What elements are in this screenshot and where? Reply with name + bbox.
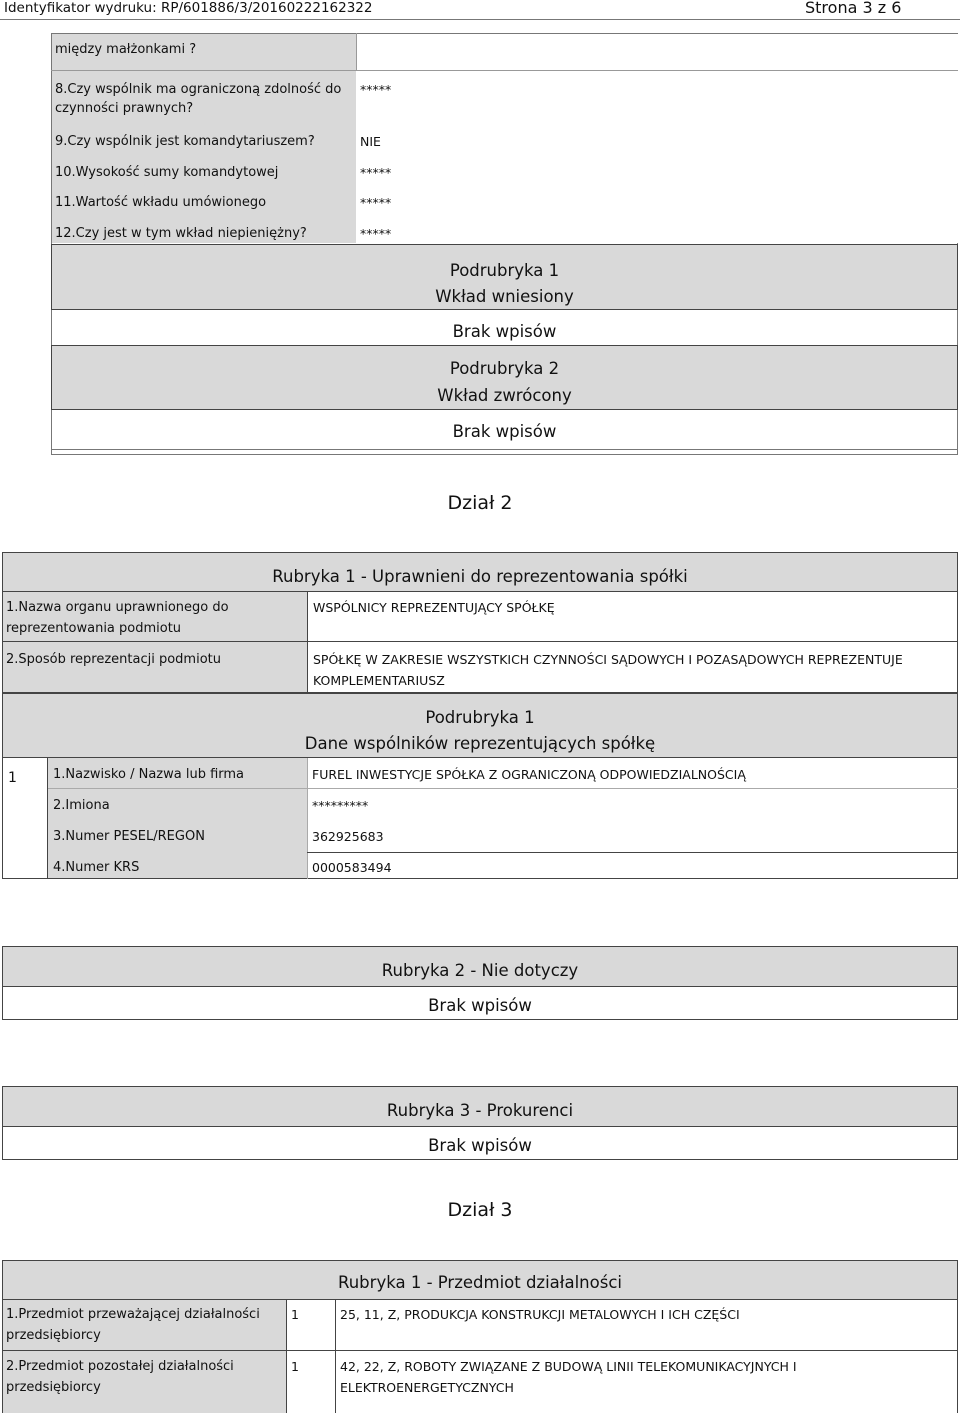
- partner-regon-label: 3.Numer PESEL/REGON: [53, 829, 205, 844]
- activity-col-sep: [286, 1300, 287, 1413]
- partner-row-sep: [307, 758, 308, 879]
- main-activity-label: 1.Przedmiot przeważającej działalności: [6, 1307, 260, 1322]
- partner-row-sep: [48, 788, 958, 789]
- partner-first-names-value: *********: [312, 798, 369, 813]
- subsection-1-title: Podrubryka 1: [449, 261, 560, 280]
- row-label-limited-sum: 10.Wysokość sumy komandytowej: [55, 165, 279, 180]
- representation-label: 2.Sposób reprezentacji podmiotu: [6, 652, 221, 667]
- other-activity-label: 2.Przedmiot pozostałej działalności: [6, 1359, 234, 1374]
- partners-subsection-title: Podrubryka 1: [425, 708, 535, 727]
- print-identifier: Identyfikator wydruku: RP/601886/3/20160222162322: [4, 0, 373, 16]
- partner-first-names-label: 2.Imiona: [53, 798, 110, 813]
- activity-row-sep: [2, 1350, 958, 1351]
- rubryka-1-col-sep: [307, 592, 308, 693]
- row-value-contribution-value: *****: [360, 195, 392, 210]
- other-activity-index: 1: [291, 1359, 299, 1374]
- activity-col-sep: [335, 1300, 336, 1413]
- organ-name-label: 1.Nazwa organu uprawnionego do: [6, 600, 229, 615]
- row-label-non-cash: 12.Czy jest w tym wkład niepieniężny?: [55, 226, 307, 241]
- rubryka-2-empty: Brak wpisów: [428, 996, 532, 1015]
- subsection-2-subtitle: Wkład zwrócony: [437, 386, 572, 405]
- partner-regon-value: 362925683: [312, 829, 384, 844]
- row-label-legal-capacity: 8.Czy wspólnik ma ograniczoną zdolność do: [55, 82, 342, 97]
- rubryka-2-title: Rubryka 2 - Nie dotyczy: [381, 961, 579, 980]
- row-label-legal-capacity-2: czynności prawnych?: [55, 101, 194, 116]
- other-activity-label-2: przedsiębiorcy: [6, 1380, 101, 1395]
- partner-index: 1: [8, 770, 17, 786]
- page-number: Strona 3 z 6: [805, 0, 902, 17]
- rubryka-3-title: Rubryka 3 - Prokurenci: [386, 1101, 574, 1120]
- representation-value: SPÓŁKĘ W ZAKRESIE WSZYSTKICH CZYNNOŚCI SĄDOWYCH I POZASĄDOWYCH REPREZENTUJE: [313, 652, 903, 667]
- dzial-2-title: Dział 2: [447, 492, 513, 514]
- row-label-contribution-value: 11.Wartość wkładu umówionego: [55, 195, 267, 210]
- partner-name-label: 1.Nazwisko / Nazwa lub firma: [53, 767, 245, 782]
- dzial-3-rubryka-1-title: Rubryka 1 - Przedmiot działalności: [338, 1273, 622, 1292]
- subsection-1-empty: Brak wpisów: [452, 322, 557, 341]
- row-value-legal-capacity: *****: [360, 82, 392, 97]
- organ-name-label-2: reprezentowania podmiotu: [6, 621, 182, 636]
- main-activity-index: 1: [291, 1307, 299, 1322]
- representation-value-2: KOMPLEMENTARIUSZ: [313, 673, 445, 688]
- partner-krs-label: 4.Numer KRS: [53, 860, 140, 875]
- main-activity-value: 25, 11, Z, PRODUKCJA KONSTRUKCJI METALOWYCH I ICH CZĘŚCI: [340, 1307, 740, 1322]
- header-divider: [0, 19, 960, 20]
- partner-block-sep: [51, 70, 958, 71]
- other-activity-value-2: ELEKTROENERGETYCZNYCH: [340, 1380, 514, 1395]
- main-activity-label-2: przedsiębiorcy: [6, 1328, 101, 1343]
- subsection-1-subtitle: Wkład wniesiony: [435, 287, 574, 306]
- row-label-limited-partner: 9.Czy wspólnik jest komandytariuszem?: [55, 134, 315, 149]
- partner-block-sep: [356, 33, 357, 70]
- row-value-limited-sum: *****: [360, 165, 392, 180]
- partner-krs-value: 0000583494: [312, 860, 392, 875]
- subsection-2-title: Podrubryka 2: [449, 359, 560, 378]
- row-value-non-cash: *****: [360, 226, 392, 241]
- rubryka-1-title: Rubryka 1 - Uprawnieni do reprezentowania spółki: [272, 567, 688, 586]
- rubryka-3-empty: Brak wpisów: [428, 1136, 532, 1155]
- subsection-2-empty: Brak wpisów: [452, 422, 557, 441]
- organ-name-value: WSPÓLNICY REPREZENTUJĄCY SPÓŁKĘ: [313, 600, 555, 615]
- partner-row-sep: [307, 852, 958, 853]
- partners-subsection-subtitle: Dane wspólników reprezentujących spółkę: [304, 734, 656, 753]
- other-activity-value: 42, 22, Z, ROBOTY ZWIĄZANE Z BUDOWĄ LINII TELEKOMUNIKACYJNYCH I: [340, 1359, 797, 1374]
- row-value-limited-partner: NIE: [360, 134, 381, 149]
- partner-name-value: FUREL INWESTYCJE SPÓŁKA Z OGRANICZONĄ ODPOWIEDZIALNOŚCIĄ: [312, 767, 746, 782]
- row-label-spouses: między małżonkami ?: [55, 42, 197, 57]
- dzial-3-title: Dział 3: [447, 1199, 513, 1221]
- subsection-bottom-rule: [51, 449, 958, 455]
